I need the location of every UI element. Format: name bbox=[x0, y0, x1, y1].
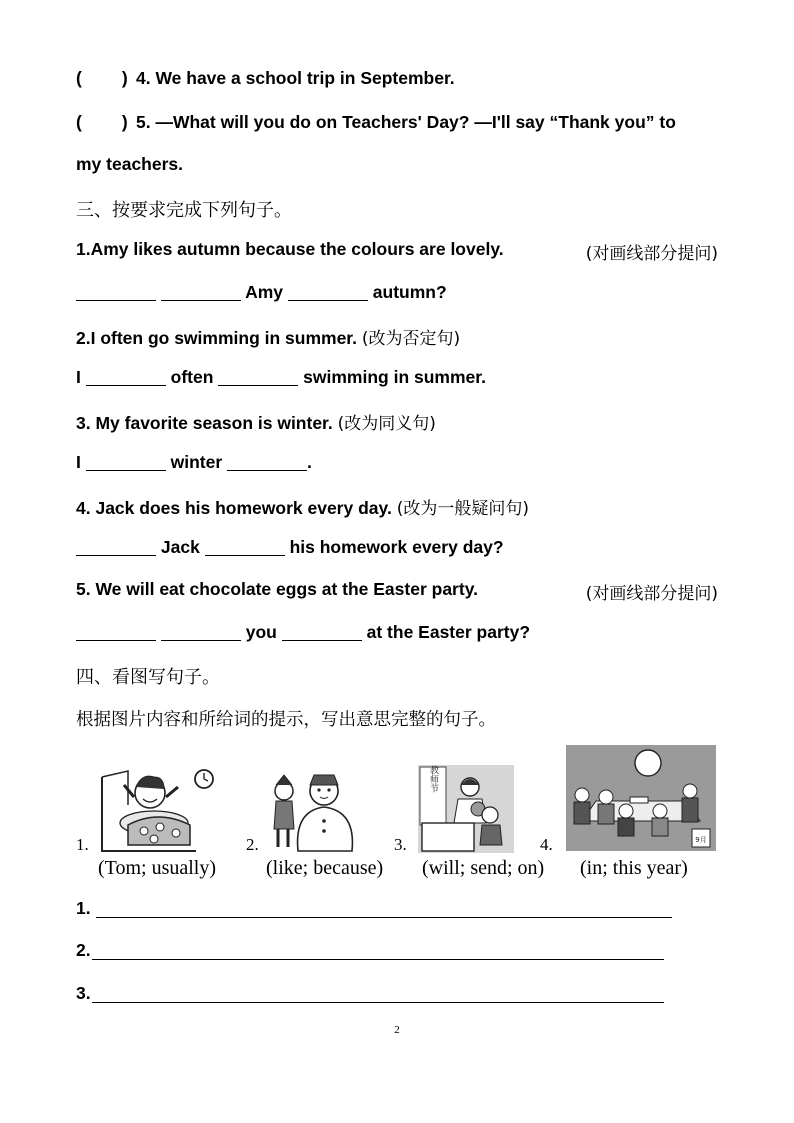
blank[interactable] bbox=[76, 283, 156, 302]
writing-line[interactable] bbox=[96, 917, 672, 918]
blank[interactable] bbox=[161, 283, 241, 302]
blank[interactable] bbox=[161, 623, 241, 642]
question-5: 5. We will eat chocolate eggs at the Easter party. (对画线部分提问) bbox=[76, 579, 718, 604]
answer-line-3: I winter . bbox=[76, 452, 312, 472]
blank[interactable] bbox=[227, 453, 307, 472]
blank[interactable] bbox=[76, 623, 156, 642]
blank[interactable] bbox=[282, 623, 362, 642]
section-3-heading: 三、按要求完成下列句子。 bbox=[76, 200, 292, 221]
judge-item-5 bbox=[76, 112, 676, 133]
picture-number-2: 2. bbox=[246, 835, 259, 854]
picture-family-dinner bbox=[566, 745, 716, 851]
picture-number-3: 3. bbox=[394, 835, 407, 854]
blank[interactable] bbox=[76, 538, 156, 557]
picture-hint-1: (Tom; usually) bbox=[98, 857, 217, 879]
answer-line-4: Jack his homework every day? bbox=[76, 537, 504, 558]
question-1: 1.Amy likes autumn because the colours are lovely. (对画线部分提问) bbox=[76, 239, 718, 264]
picture-boy-in-bed bbox=[98, 765, 223, 855]
answer-line-5: you at the Easter party? bbox=[76, 622, 530, 643]
answer-bracket[interactable]: ( ) bbox=[76, 68, 128, 88]
answer-line-picture-3[interactable]: 3. bbox=[76, 983, 91, 1004]
calendar-text: 9月 bbox=[695, 836, 707, 844]
answer-line-1: Amy autumn? bbox=[76, 282, 447, 303]
answer-line-picture-1[interactable]: 1. bbox=[76, 898, 91, 919]
blank[interactable] bbox=[86, 453, 166, 472]
picture-number-4: 4. bbox=[540, 835, 553, 854]
judge-item-text: 4. We have a school trip in September. bbox=[136, 68, 455, 88]
blank[interactable] bbox=[205, 538, 285, 557]
page-number: 2 bbox=[394, 1024, 400, 1036]
answer-line-picture-2[interactable]: 2. bbox=[76, 940, 91, 961]
question-2: 2.I often go swimming in summer. (改为否定句) bbox=[76, 328, 461, 349]
answer-bracket[interactable]: ( ) bbox=[76, 112, 128, 132]
picture-snowman bbox=[268, 765, 368, 855]
blank[interactable] bbox=[86, 368, 166, 387]
picture-teachers-day bbox=[418, 765, 514, 853]
picture-hint-2: (like; because) bbox=[266, 857, 384, 879]
judge-item-5-continued: my teachers. bbox=[76, 154, 184, 174]
picture-number-1: 1. bbox=[76, 835, 89, 854]
judge-item-4 bbox=[76, 68, 455, 89]
section-4-heading: 四、看图写句子。 bbox=[76, 667, 220, 688]
writing-line[interactable] bbox=[92, 1002, 664, 1003]
blank[interactable] bbox=[288, 283, 368, 302]
judge-item-text: 5. —What will you do on Teachers' Day? —I'll say “Thank you” to bbox=[136, 112, 676, 132]
question-4: 4. Jack does his homework every day. (改为一般疑问句) bbox=[76, 498, 529, 519]
section-4-instruction: 根据图片内容和所给词的提示，写出意思完整的句子。 bbox=[76, 710, 496, 730]
picture-hint-4: (in; this year) bbox=[580, 857, 688, 879]
question-3: 3. My favorite season is winter. (改为同义句) bbox=[76, 413, 436, 434]
picture-hint-3: (will; send; on) bbox=[422, 857, 545, 879]
answer-line-2: I often swimming in summer. bbox=[76, 367, 486, 387]
writing-line[interactable] bbox=[92, 959, 664, 960]
blank[interactable] bbox=[218, 368, 298, 387]
teachers-day-board-text: 教师节 bbox=[428, 765, 438, 793]
